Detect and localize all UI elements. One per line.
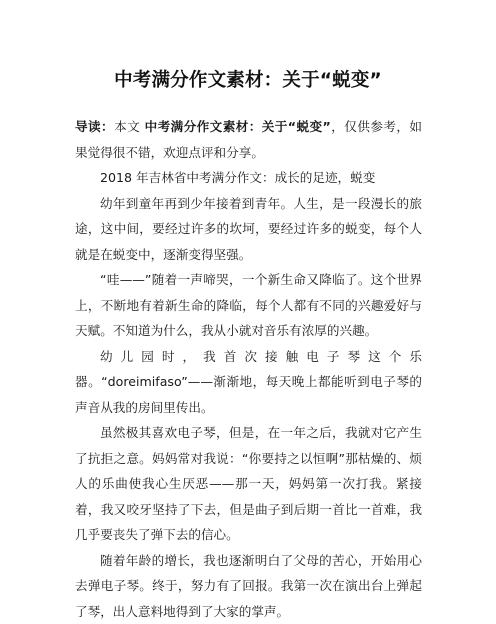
article-body bbox=[75, 114, 422, 624]
paragraph-5: 虽然极其喜欢电子琴，但是，在一年之后，我就对它产生了抗拒之意。妈妈常对我说：“你要持之以恒啊”那枯燥的、烦人的乐曲使我心生厌恶——那一天，妈妈第一次打我。紧接着，我又咬牙坚持了下去，但是曲子到后期一首比一首难，我几乎要丧失了弹下去的信心。 bbox=[75, 420, 422, 548]
paragraph-1: 2018 年吉林省中考满分作文：成长的足迹，蜕变 bbox=[75, 165, 422, 191]
intro-before: 本文 bbox=[114, 119, 144, 134]
intro-article-title: 中考满分作文素材：关于“蜕变” bbox=[145, 119, 331, 134]
article-title: 中考满分作文素材：关于“蜕变” bbox=[0, 66, 496, 92]
paragraph-6: 随着年龄的增长，我也逐渐明白了父母的苦心，开始用心去弹电子琴。终于，努力有了回报。我第一次在演出台上弹起了琴，出人意料地得到了大家的掌声。 bbox=[75, 548, 422, 624]
intro-label: 导读： bbox=[75, 119, 114, 134]
intro-after: ，仅供参考，如果觉得很不错，欢迎点评和分享。 bbox=[75, 119, 422, 160]
paragraph-2: 幼年到童年再到少年接着到青年。人生，是一段漫长的旅途，这中间，要经过许多的坎坷，要经过许多的蜕变，每个人就是在蜕变中，逐渐变得坚强。 bbox=[75, 191, 422, 268]
paragraph-3: “哇——”随着一声啼哭，一个新生命又降临了。这个世界上，不断地有着新生命的降临，每个人都有不同的兴趣爱好与天赋。不知道为什么，我从小就对音乐有浓厚的兴趣。 bbox=[75, 267, 422, 344]
intro-paragraph bbox=[75, 114, 422, 165]
paragraph-4: 幼儿园时，我首次接触电子琴这个乐器。“doreimifaso”——渐渐地，每天晚上都能听到电子琴的声音从我的房间里传出。 bbox=[75, 344, 422, 421]
